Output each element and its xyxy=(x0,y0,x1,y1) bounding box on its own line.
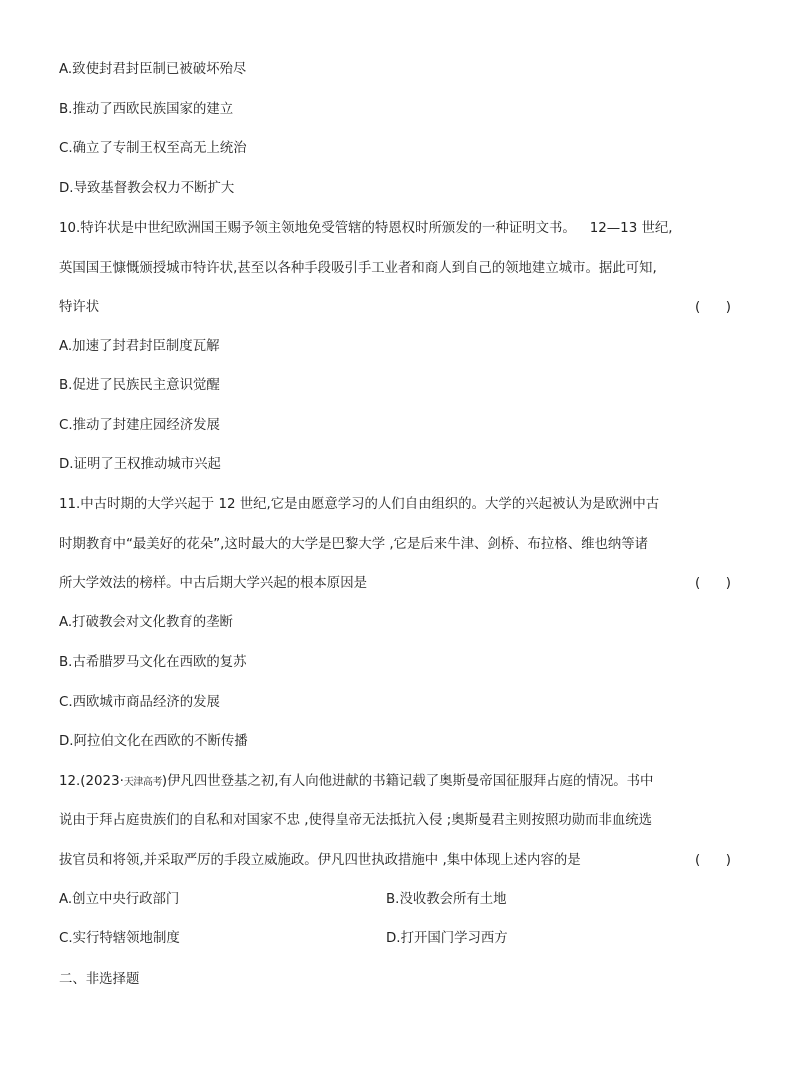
q12-option-c: C.实行特辖领地制度 xyxy=(59,931,180,946)
q11-stem-line2: 时期教育中“最美好的花朵”,这时最大的大学是巴黎大学 ,它是后来牛津、剑桥、布拉格、维也纳等诸 xyxy=(59,537,649,552)
q11-option-b: B.古希腊罗马文化在西欧的复苏 xyxy=(59,655,247,670)
q11-option-c: C.西欧城市商品经济的发展 xyxy=(59,695,220,710)
q10-stem-line2: 英国国王慷慨颁授城市特许状,甚至以各种手段吸引手工业者和商人到自己的领地建立城市。据此可知, xyxy=(59,261,657,276)
q12-number: 12.(2023· xyxy=(59,774,124,789)
q12-stem-line1 xyxy=(59,773,653,792)
q12-stem-line3: 拔官员和将领,并采取严厉的手段立威施政。伊凡四世执政措施中 ,集中体现上述内容的是 xyxy=(59,853,581,868)
q10-stem-text: 10.特许状是中世纪欧洲国王赐予领主领地免受管辖的特恩权时所颁发的一种证明文书。 xyxy=(59,221,576,236)
q9-option-c: C.确立了专制王权至高无上统治 xyxy=(59,141,247,156)
q11-stem-line1: 11.中古时期的大学兴起于 12 世纪,它是由愿意学习的人们自由组织的。大学的兴起被认为是欧洲中古 xyxy=(59,497,660,512)
q9-option-d: D.导致基督教会权力不断扩大 xyxy=(59,181,235,196)
q10-stem-line3: 特许状 xyxy=(59,300,100,315)
q12-option-b: B.没收教会所有土地 xyxy=(386,892,507,907)
q11-option-d: D.阿拉伯文化在西欧的不断传播 xyxy=(59,734,248,749)
q12-option-a: A.创立中央行政部门 xyxy=(59,892,180,907)
q10-option-d: D.证明了王权推动城市兴起 xyxy=(59,457,221,472)
q10-stem-date: 12—13 世纪, xyxy=(589,221,673,236)
q11-option-a: A.打破教会对文化教育的垄断 xyxy=(59,615,233,630)
q12-source-tag: 天津高考 xyxy=(123,777,162,788)
q12-answer-blank: ( ) xyxy=(695,853,731,868)
q9-option-a: A.致使封君封臣制已被破坏殆尽 xyxy=(59,62,247,77)
q12-option-d: D.打开国门学习西方 xyxy=(386,931,508,946)
q9-option-b: B.推动了西欧民族国家的建立 xyxy=(59,102,234,117)
q11-answer-blank: ( ) xyxy=(695,576,731,591)
section-heading: 二、非选择题 xyxy=(59,972,140,987)
q12-stem-line2: 说由于拜占庭贵族们的自私和对国家不忠 ,使得皇帝无法抵抗入侵 ;奥斯曼君主则按照功勋而非血统选 xyxy=(59,813,653,828)
q10-option-c: C.推动了封建庄园经济发展 xyxy=(59,418,220,433)
q10-answer-blank: ( ) xyxy=(695,300,731,315)
q11-stem-line3: 所大学效法的榜样。中古后期大学兴起的根本原因是 xyxy=(59,576,367,591)
q10-option-a: A.加速了封君封臣制度瓦解 xyxy=(59,339,220,354)
q10-stem-line1 xyxy=(59,220,673,238)
q10-option-b: B.促进了民族民主意识觉醒 xyxy=(59,378,220,393)
q12-stem-text: )伊凡四世登基之初,有人向他进献的书籍记载了奥斯曼帝国征服拜占庭的情况。书中 xyxy=(161,774,654,789)
